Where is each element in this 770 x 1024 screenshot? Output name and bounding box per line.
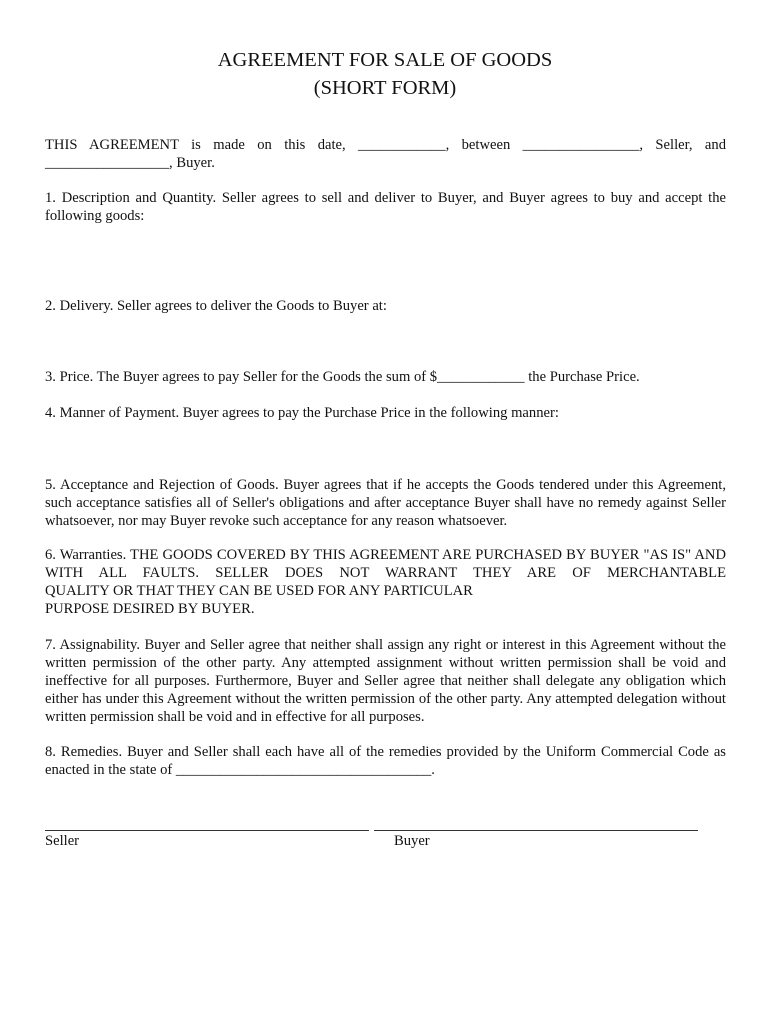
- section-warranties-line4: PURPOSE DESIRED BY BUYER.: [45, 601, 255, 617]
- section-assignability: 7. Assignability. Buyer and Seller agree that neither shall assign any right or interest in this Agreement without the written permission of the other party. Any attempted assignment without written permission shall be void and ineffective for all purposes. Furthermore, Buyer and Seller agree that neither shall delegate any obligation which either has under this Agreement without the written permission of the other party. Any attempted delegation without written permission shall be void and in effective for all purposes.: [45, 637, 726, 725]
- section-payment: 4. Manner of Payment. Buyer agrees to pay the Purchase Price in the following manner:: [45, 405, 559, 421]
- section-remedies: 8. Remedies. Buyer and Seller shall each have all of the remedies provided by the Uniform Commercial Code as enacted in the state of ___________________________________.: [45, 744, 726, 778]
- section-price: 3. Price. The Buyer agrees to pay Seller for the Goods the sum of $____________ the Purchase Price.: [45, 369, 640, 385]
- buyer-label: Buyer: [394, 833, 430, 849]
- buyer-signature-line[interactable]: [374, 830, 698, 831]
- section-warranties: 6. Warranties. THE GOODS COVERED BY THIS AGREEMENT ARE PURCHASED BY BUYER "AS IS" AND WITH ALL FAULTS. SELLER DOES NOT WARRANT THEY ARE OF MERCHANTABLE: [45, 547, 726, 581]
- seller-label: Seller: [45, 833, 80, 849]
- document-subtitle: (SHORT FORM): [313, 77, 457, 99]
- section-warranties-line3: QUALITY OR THAT THEY CAN BE USED FOR ANY PARTICULAR: [45, 583, 473, 599]
- document-title: AGREEMENT FOR SALE OF GOODS: [217, 49, 553, 71]
- seller-signature-line[interactable]: [45, 830, 369, 831]
- section-description: 1. Description and Quantity. Seller agrees to sell and deliver to Buyer, and Buyer agrees to buy and accept the following goods:: [45, 190, 726, 224]
- section-delivery: 2. Delivery. Seller agrees to deliver the Goods to Buyer at:: [45, 298, 387, 314]
- section-acceptance: 5. Acceptance and Rejection of Goods. Buyer agrees that if he accepts the Goods tendered under this Agreement, such acceptance satisfies all of Seller's obligations and after acceptance Buyer shall have no remedy against Seller whatsoever, nor may Buyer revoke such acceptance for any reason whatsoever.: [45, 477, 726, 529]
- intro-paragraph: THIS AGREEMENT is made on this date, ____________, between ________________, Seller, and _________________, Buyer.: [45, 137, 726, 171]
